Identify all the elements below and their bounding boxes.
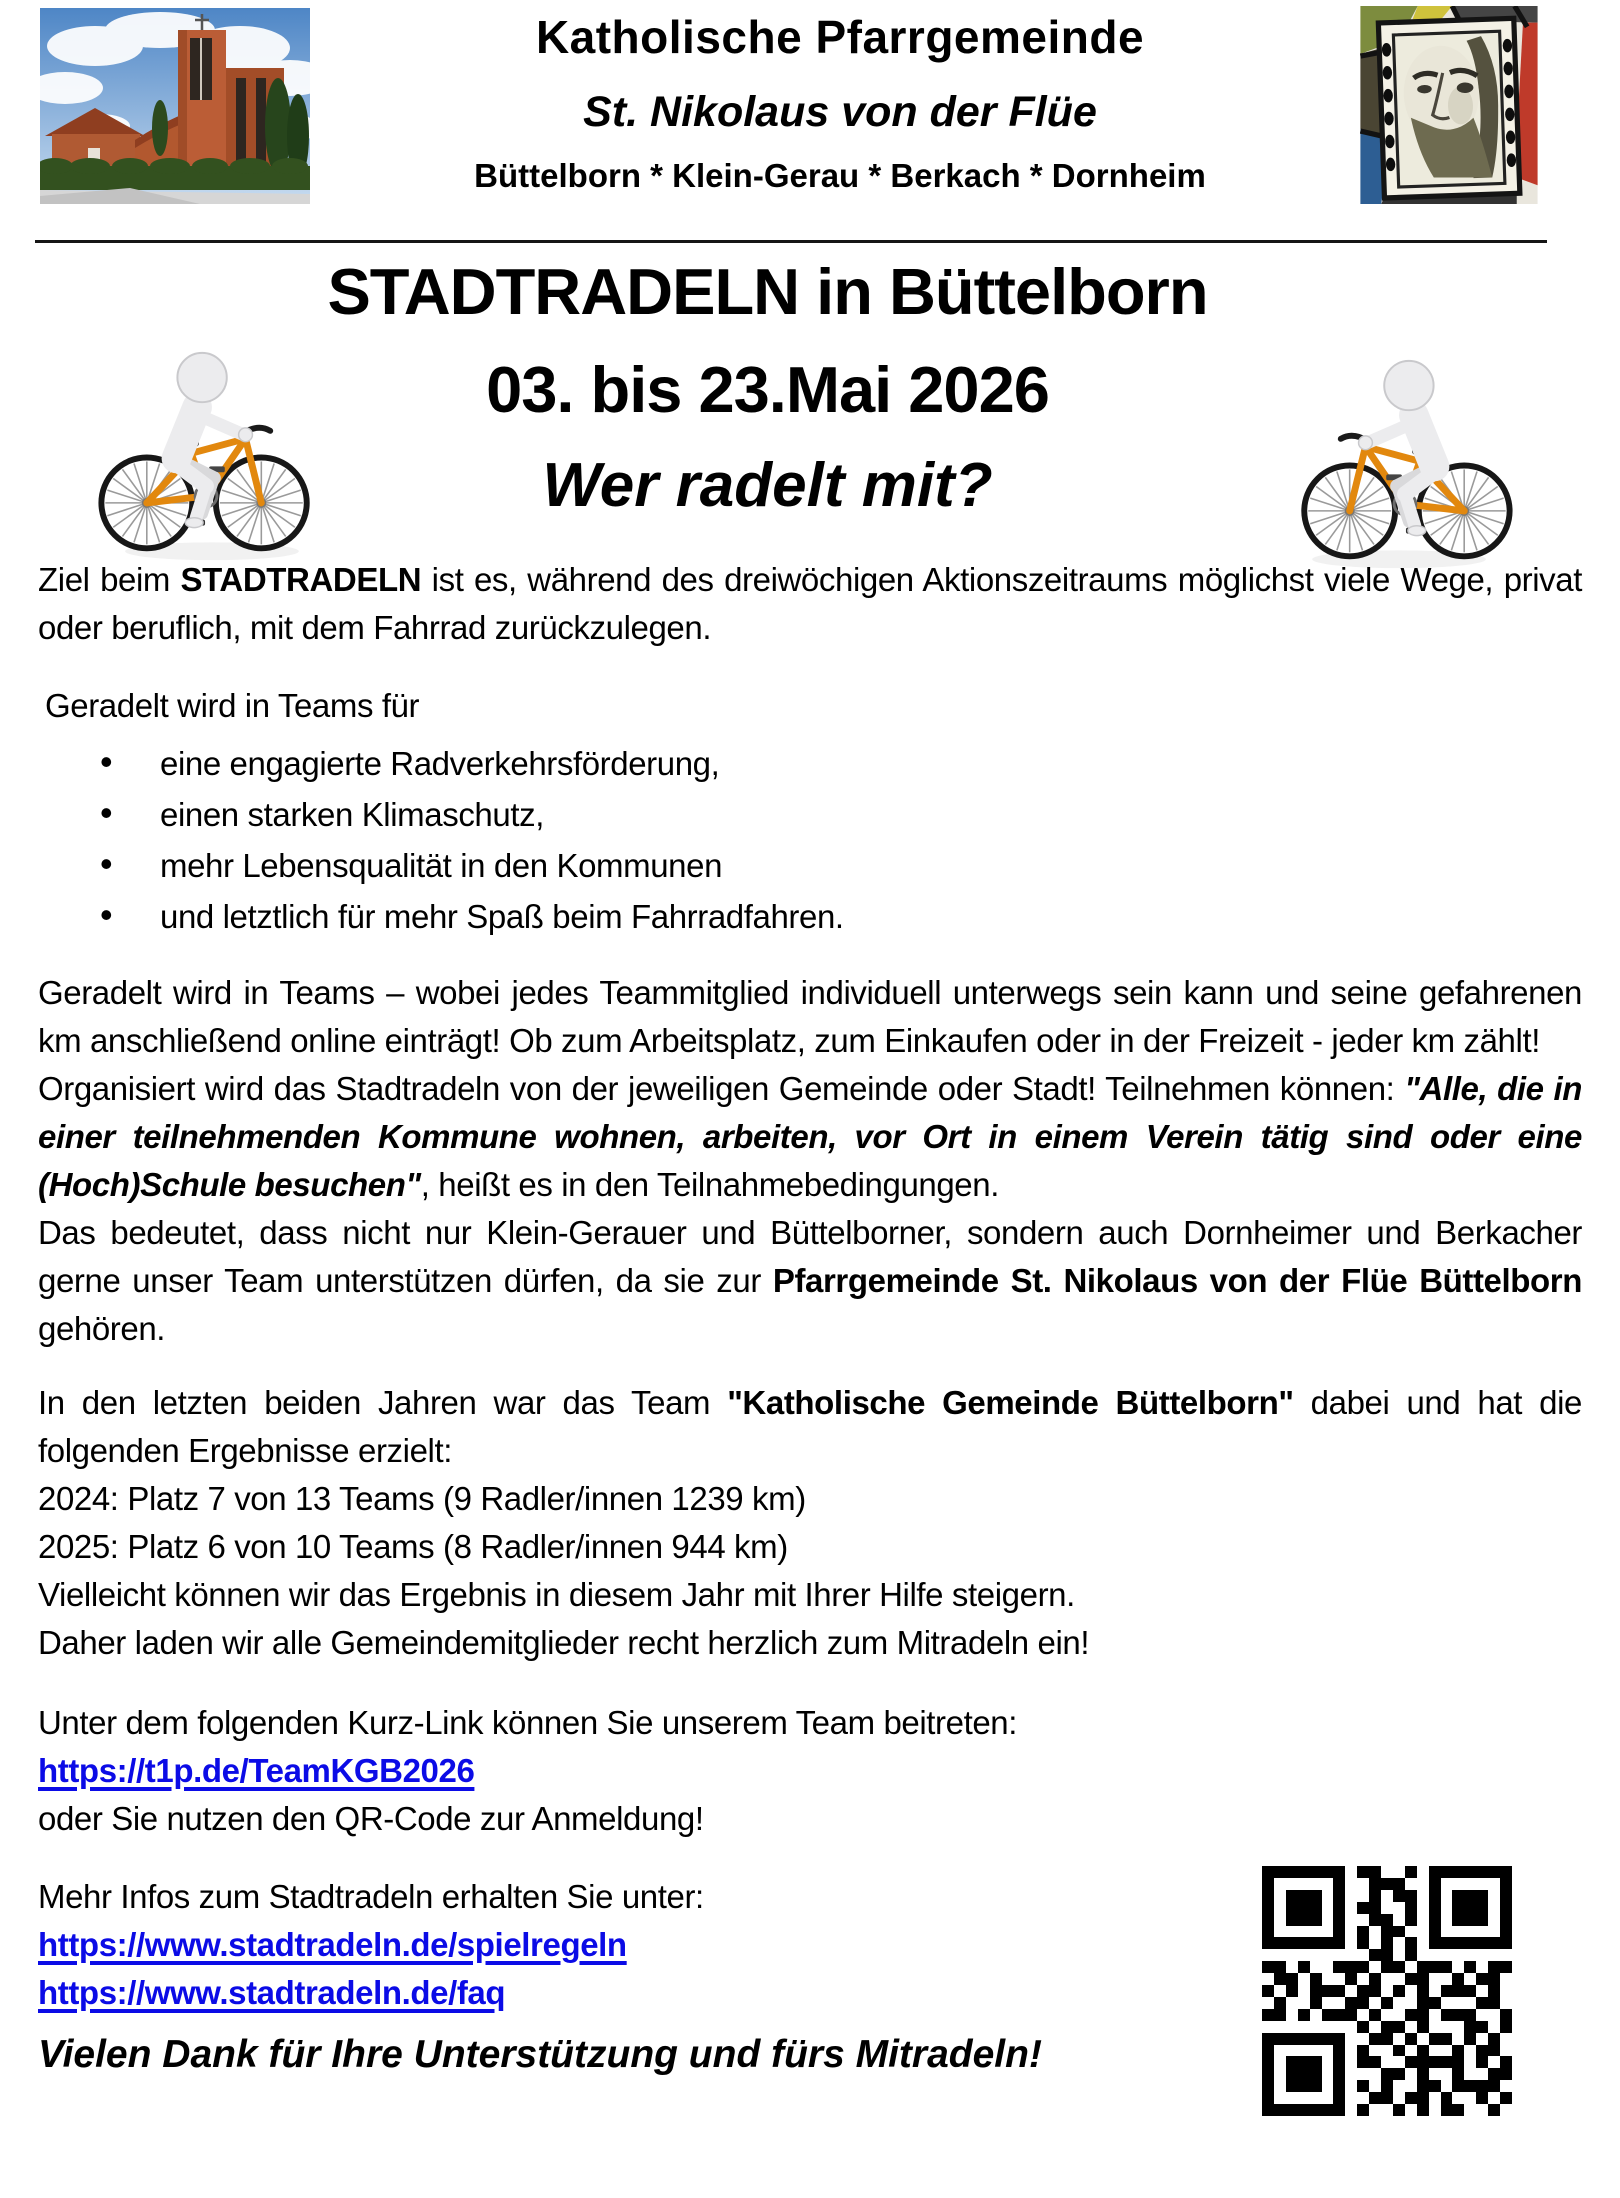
cyclist-figure-right — [1288, 348, 1516, 580]
stained-glass-portrait — [1360, 6, 1538, 204]
church-photo — [40, 8, 310, 204]
event-dates: 03. bis 23.Mai 2026 — [486, 353, 1049, 427]
spielregeln-link[interactable]: https://www.stadtradeln.de/spielregeln — [38, 1926, 627, 1963]
invite-line: Daher laden wir alle Gemeindemitglieder recht herzlich zum Mitradeln ein! — [38, 1624, 1090, 1661]
meaning-bold: Pfarrgemeinde St. Nikolaus von der Flüe Büttelborn — [772, 1262, 1582, 1299]
intro-pre: Ziel beim — [38, 561, 181, 598]
meaning-post: gehören. — [38, 1310, 166, 1347]
parish-towns: Büttelborn * Klein-Gerau * Berkach * Dornheim — [474, 156, 1206, 194]
org-pre: Organisiert wird das Stadtradeln von der jeweiligen Gemeinde oder Stadt! Teilnehmen können: — [38, 1070, 1405, 1107]
team-join-link[interactable]: https://t1p.de/TeamKGB2026 — [38, 1752, 475, 1789]
thanks-line: Vielen Dank für Ihre Unterstützung und fürs Mitradeln! — [38, 2033, 1042, 2076]
list-item-4: • und letztlich für mehr Spaß beim Fahrradfahren. — [160, 893, 1582, 941]
info-intro: Mehr Infos zum Stadtradeln erhalten Sie unter: — [38, 1878, 704, 1915]
faq-link[interactable]: https://www.stadtradeln.de/faq — [38, 1974, 506, 2011]
intro-paragraph — [38, 556, 1582, 652]
intro-post: ist es, während des dreiwöchigen Aktionszeitraums möglichst viele Wege, privat oder beruflich, mit dem Fahrrad zurückzulegen. — [38, 561, 1582, 646]
event-title: STADTRADELN in Büttelborn — [327, 255, 1208, 328]
results-pre: In den letzten beiden Jahren war das Team — [38, 1384, 728, 1421]
parish-type: Katholische Pfarrgemeinde — [535, 11, 1145, 63]
results-post: dabei und hat die folgenden Ergebnisse erzielt: — [38, 1384, 1582, 1469]
list-item-1: • eine engagierte Radverkehrsförderung, — [160, 740, 1582, 788]
intro-bold: STADTRADELN — [180, 561, 422, 598]
body-content — [38, 556, 1582, 2079]
organizer-paragraph — [38, 1065, 1582, 1209]
result-2025: 2025: Platz 6 von 10 Teams (8 Radler/innen 944 km) — [38, 1528, 788, 1565]
list-item-3: • mehr Lebensqualität in den Kommunen — [160, 842, 1582, 890]
meaning-pre: Das bedeutet, dass nicht nur Klein-Gerauer und Büttelborner, sondern auch Dornheimer und Berkacher gerne unser Team unterstützen dürfen, da sie zur — [38, 1214, 1582, 1299]
list-item-2: • einen starken Klimaschutz, — [160, 791, 1582, 839]
event-slogan: Wer radelt mit? — [542, 450, 993, 520]
join-intro: Unter dem folgenden Kurz-Link können Sie unserem Team beitreten: — [38, 1704, 1018, 1741]
meaning-paragraph — [38, 1209, 1582, 1353]
result-2024: 2024: Platz 7 von 13 Teams (9 Radler/innen 1239 km) — [38, 1480, 806, 1517]
parish-name: St. Nikolaus von der Flüe — [583, 87, 1097, 136]
qr-code — [1262, 1866, 1512, 2116]
hope-line: Vielleicht können wir das Ergebnis in diesem Jahr mit Ihrer Hilfe steigern. — [38, 1576, 1075, 1613]
qr-hint: oder Sie nutzen den QR-Code zur Anmeldung! — [38, 1800, 704, 1837]
org-quote: "Alle, die in einer teilnehmenden Kommune wohnen, arbeiten, vor Ort in einem Verein tätig sind oder eine (Hoch)Schule besuchen" — [38, 1070, 1582, 1203]
goals-list — [38, 740, 1582, 941]
join-link-line — [38, 1747, 1582, 1795]
org-post: , heißt es in den Teilnahmebedingungen. — [420, 1166, 999, 1203]
teams-intro-line: Geradelt wird in Teams für — [45, 687, 420, 724]
results-bold: "Katholische Gemeinde Büttelborn" — [727, 1384, 1294, 1421]
results-intro — [38, 1379, 1582, 1475]
header — [340, 12, 1340, 194]
header-divider — [35, 240, 1547, 243]
cyclist-figure-left — [95, 340, 323, 572]
teams-paragraph: Geradelt wird in Teams – wobei jedes Teammitglied individuell unterwegs sein kann und seine gefahrenen km anschließend online einträgt! Ob zum Arbeitsplatz, zum Einkaufen oder in der Freizeit - jeder km zählt! — [38, 974, 1582, 1059]
